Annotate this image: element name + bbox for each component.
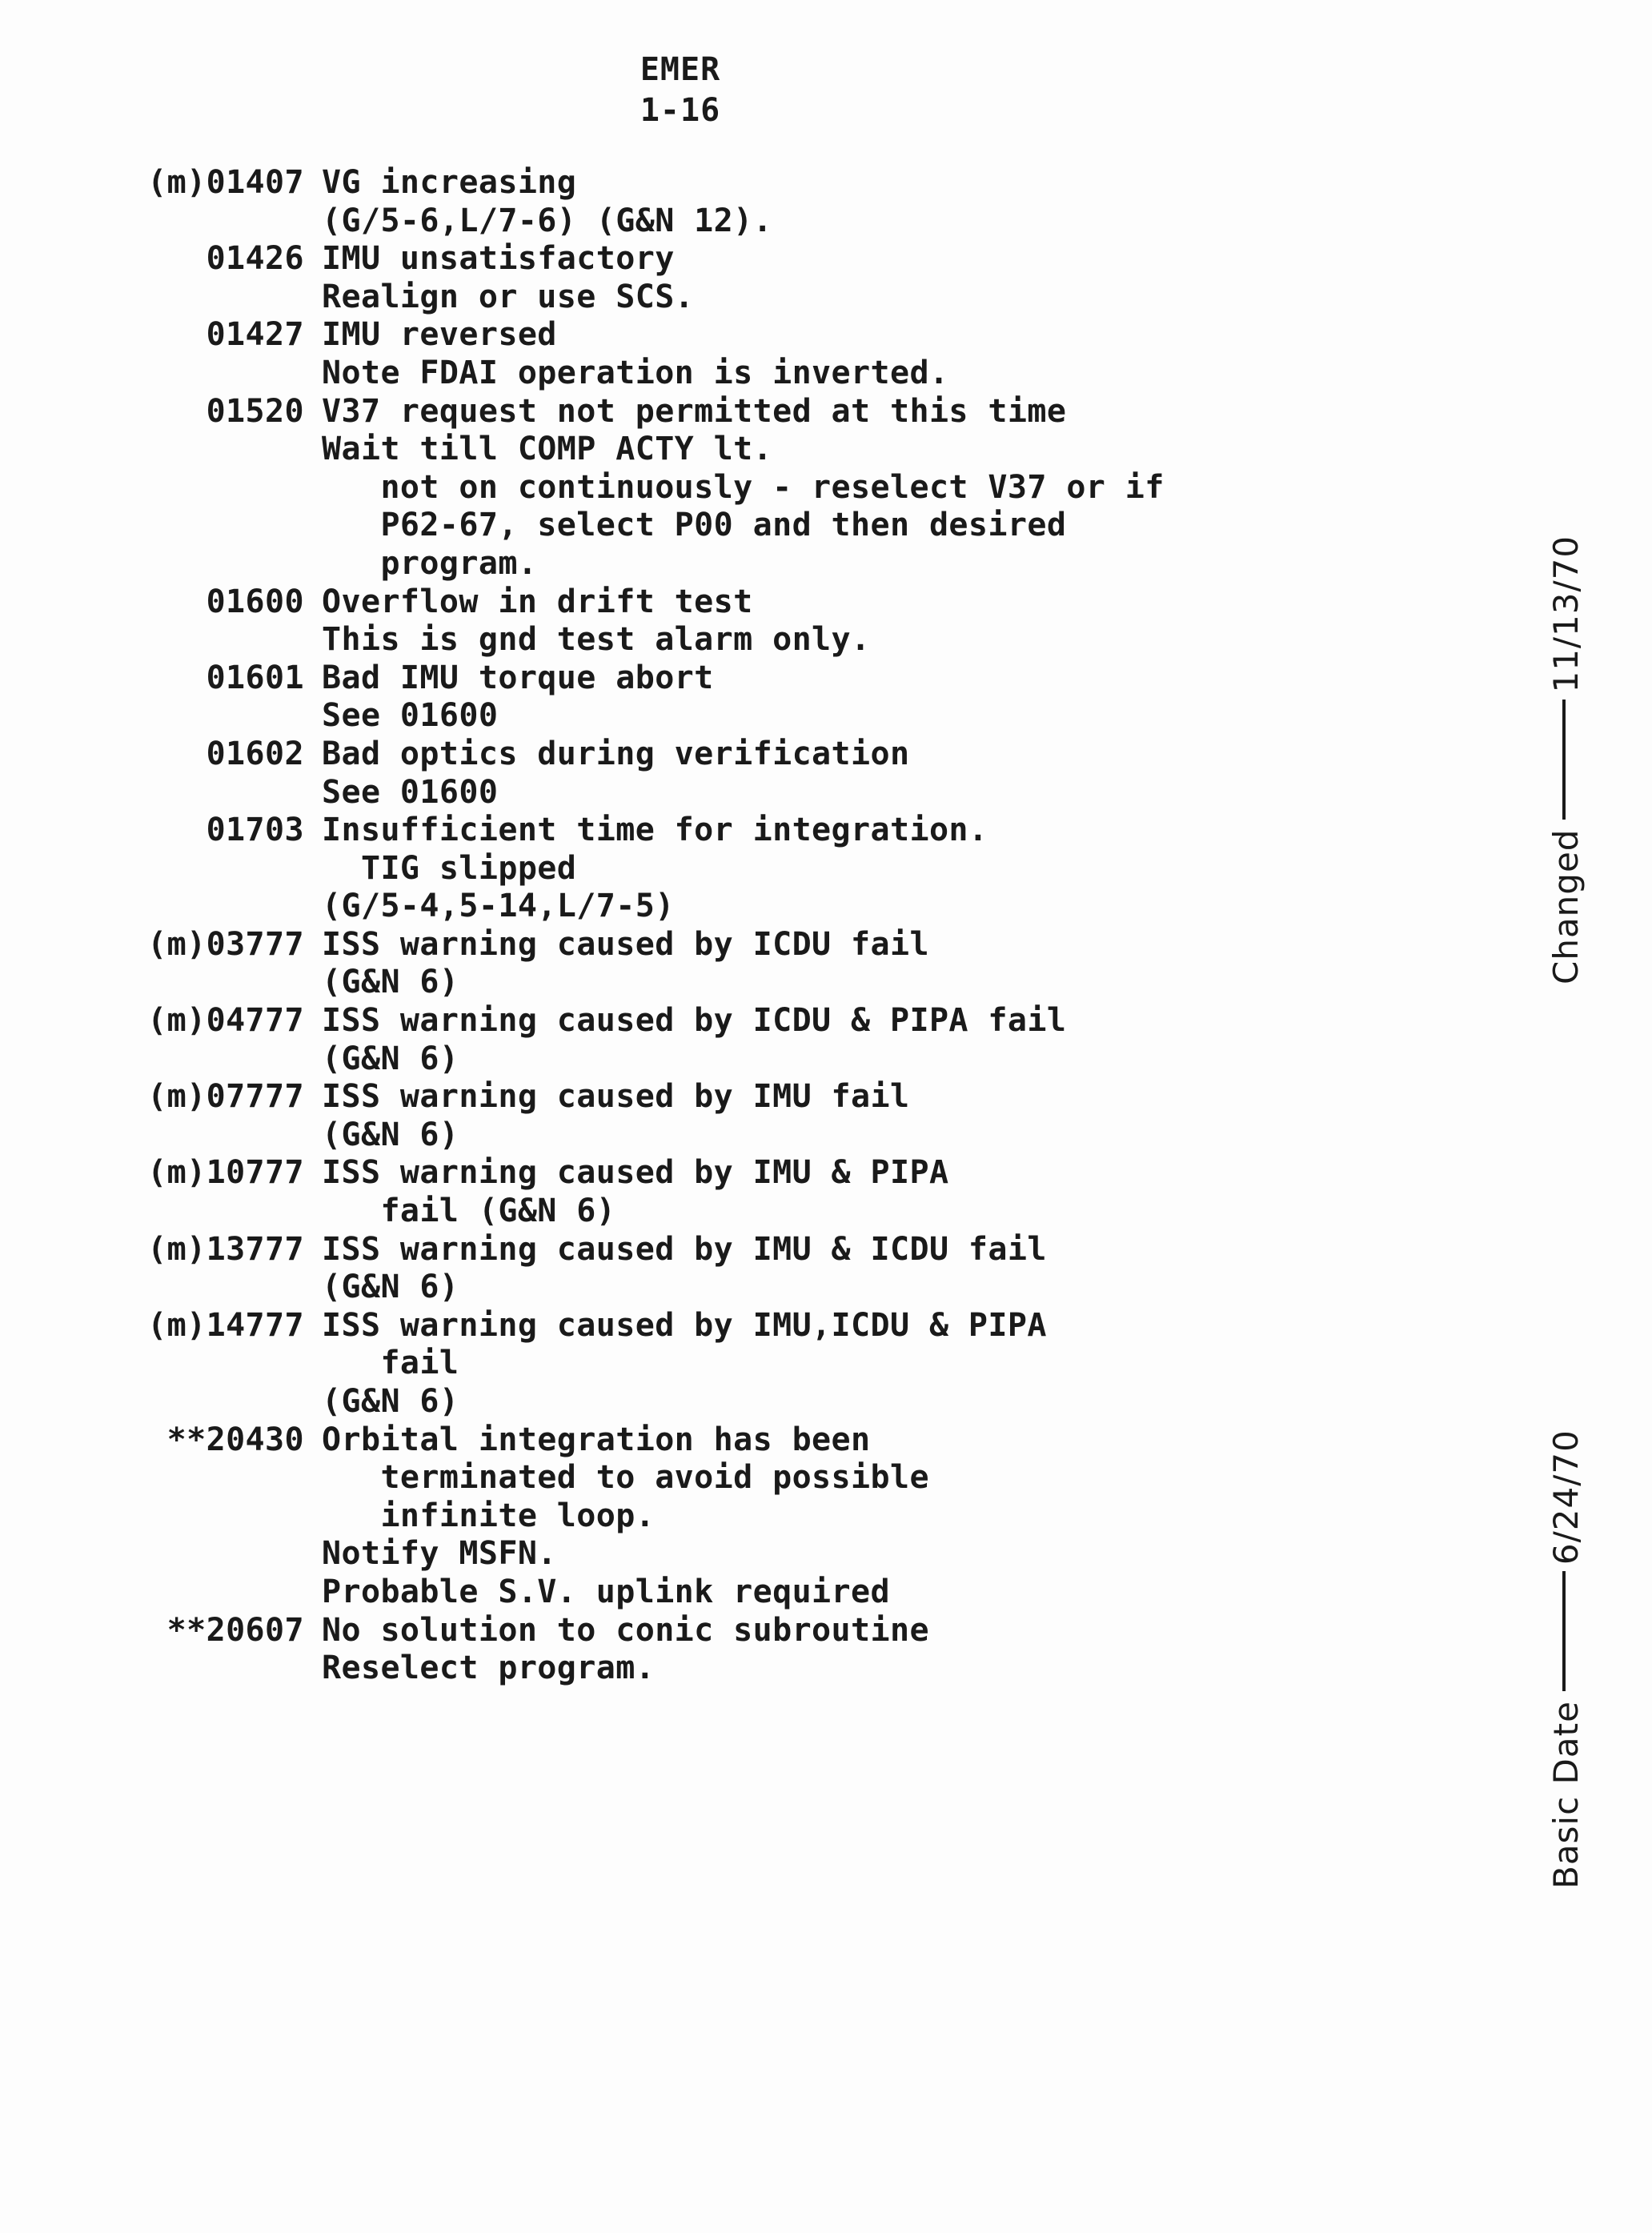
alarm-description-line: Wait till COMP ACTY lt. bbox=[322, 431, 773, 468]
alarm-entry-continuation-row bbox=[64, 431, 1377, 469]
alarm-description-line: (G&N 6) bbox=[322, 1116, 459, 1153]
alarm-description-line: This is gnd test alarm only. bbox=[322, 621, 871, 659]
page-header bbox=[0, 50, 1361, 131]
changed-label: Changed bbox=[1546, 828, 1586, 984]
alarm-description-line: Notify MSFN. bbox=[322, 1535, 557, 1573]
alarm-code: 01601 bbox=[206, 659, 304, 696]
alarm-description-line: IMU unsatisfactory bbox=[322, 240, 675, 278]
alarm-entry bbox=[64, 1421, 1377, 1612]
alarm-description-line: Overflow in drift test bbox=[322, 583, 753, 620]
alarm-code-list bbox=[64, 164, 1377, 1688]
alarm-entry-continuation-row bbox=[64, 850, 1377, 888]
alarm-description-line: program. bbox=[322, 544, 538, 582]
alarm-code: (m)01407 bbox=[147, 164, 304, 201]
basic-date-block bbox=[1546, 1429, 1586, 1889]
alarm-entry-continuation-row bbox=[64, 355, 1377, 393]
alarm-code: **20607 bbox=[166, 1611, 304, 1649]
alarm-entry-continuation-row bbox=[64, 507, 1377, 545]
alarm-entry-first-row bbox=[64, 1231, 1377, 1269]
alarm-code: (m)10777 bbox=[147, 1154, 304, 1192]
alarm-entry-continuation-row bbox=[64, 1116, 1377, 1155]
alarm-description-line: (G&N 6) bbox=[322, 1383, 459, 1420]
alarm-description-line: TIG slipped bbox=[322, 849, 577, 887]
alarm-code: 01427 bbox=[206, 316, 304, 354]
alarm-description-line: (G&N 6) bbox=[322, 964, 459, 1001]
alarm-entry bbox=[64, 316, 1377, 392]
alarm-entry-first-row bbox=[64, 1421, 1377, 1460]
basic-date-label: Basic Date bbox=[1546, 1701, 1586, 1889]
alarm-entry bbox=[64, 1307, 1377, 1421]
alarm-entry-continuation-row bbox=[64, 1040, 1377, 1079]
alarm-entry-first-row bbox=[64, 1612, 1377, 1650]
alarm-description-line: (G/5-6,L/7-6) (G&N 12). bbox=[322, 202, 773, 239]
alarm-code: (m)13777 bbox=[147, 1230, 304, 1268]
alarm-entry-continuation-row bbox=[64, 1459, 1377, 1497]
alarm-description-line: infinite loop. bbox=[322, 1497, 656, 1534]
alarm-description-line: (G&N 6) bbox=[322, 1269, 459, 1306]
alarm-description-line: P62-67, select P00 and then desired bbox=[322, 507, 1067, 544]
alarm-description-line: (G&N 6) bbox=[322, 1040, 459, 1077]
alarm-entry-continuation-row bbox=[64, 1574, 1377, 1612]
alarm-entry-continuation-row bbox=[64, 774, 1377, 812]
alarm-description-line: ISS warning caused by IMU fail bbox=[322, 1078, 910, 1116]
alarm-description-line: Bad IMU torque abort bbox=[322, 659, 714, 696]
alarm-entry-first-row bbox=[64, 736, 1377, 774]
alarm-entry bbox=[64, 1002, 1377, 1078]
alarm-description-line: ISS warning caused by IMU & ICDU fail bbox=[322, 1230, 1047, 1268]
alarm-description-line: Insufficient time for integration. bbox=[322, 812, 988, 849]
alarm-description-line: No solution to conic subroutine bbox=[322, 1611, 929, 1649]
changed-rule bbox=[1562, 700, 1566, 820]
alarm-code: 01520 bbox=[206, 392, 304, 430]
alarm-description-line: See 01600 bbox=[322, 697, 499, 735]
alarm-entry-continuation-row bbox=[64, 202, 1377, 241]
alarm-entry-continuation-row bbox=[64, 1269, 1377, 1307]
alarm-entry bbox=[64, 659, 1377, 736]
alarm-entry bbox=[64, 393, 1377, 583]
alarm-code: 01426 bbox=[206, 240, 304, 278]
alarm-description-line: VG increasing bbox=[322, 164, 577, 201]
alarm-entry-continuation-row bbox=[64, 621, 1377, 659]
alarm-entry-first-row bbox=[64, 812, 1377, 850]
alarm-entry bbox=[64, 240, 1377, 316]
alarm-entry-first-row bbox=[64, 1002, 1377, 1040]
alarm-entry bbox=[64, 164, 1377, 240]
alarm-entry-continuation-row bbox=[64, 469, 1377, 507]
alarm-code: (m)14777 bbox=[147, 1306, 304, 1344]
alarm-entry-continuation-row bbox=[64, 1650, 1377, 1688]
changed-date: 11/13/70 bbox=[1546, 535, 1586, 693]
document-title: EMER bbox=[640, 51, 721, 88]
alarm-entry bbox=[64, 736, 1377, 812]
alarm-code: (m)03777 bbox=[147, 925, 304, 963]
alarm-code: (m)04777 bbox=[147, 1002, 304, 1040]
alarm-code: 01600 bbox=[206, 583, 304, 620]
alarm-description-line: ISS warning caused by ICDU fail bbox=[322, 925, 929, 963]
alarm-description-line: fail bbox=[322, 1345, 459, 1382]
alarm-entry-first-row bbox=[64, 316, 1377, 355]
alarm-description-line: terminated to avoid possible bbox=[322, 1459, 929, 1497]
alarm-entry-first-row bbox=[64, 1078, 1377, 1116]
page-number: 1-16 bbox=[640, 92, 721, 130]
alarm-description-line: V37 request not permitted at this time bbox=[322, 392, 1067, 430]
alarm-entry bbox=[64, 1612, 1377, 1688]
alarm-entry-continuation-row bbox=[64, 888, 1377, 926]
alarm-entry bbox=[64, 1078, 1377, 1154]
alarm-entry-first-row bbox=[64, 926, 1377, 964]
alarm-code: 01602 bbox=[206, 735, 304, 772]
alarm-entry-continuation-row bbox=[64, 279, 1377, 317]
alarm-entry-continuation-row bbox=[64, 1535, 1377, 1574]
basic-rule bbox=[1562, 1571, 1566, 1691]
alarm-code: **20430 bbox=[166, 1421, 304, 1458]
alarm-entry bbox=[64, 583, 1377, 659]
alarm-entry-first-row bbox=[64, 659, 1377, 698]
alarm-description-line: Note FDAI operation is inverted. bbox=[322, 354, 949, 391]
alarm-description-line: ISS warning caused by ICDU & PIPA fail bbox=[322, 1002, 1067, 1040]
alarm-entry-first-row bbox=[64, 1154, 1377, 1193]
alarm-entry-first-row bbox=[64, 240, 1377, 279]
alarm-entry-continuation-row bbox=[64, 697, 1377, 736]
alarm-entry-first-row bbox=[64, 164, 1377, 202]
alarm-entry-first-row bbox=[64, 1307, 1377, 1345]
alarm-entry-continuation-row bbox=[64, 545, 1377, 583]
alarm-description-line: See 01600 bbox=[322, 773, 499, 811]
changed-date-block bbox=[1546, 535, 1586, 984]
alarm-entry bbox=[64, 812, 1377, 926]
alarm-entry-continuation-row bbox=[64, 1497, 1377, 1536]
alarm-description-line: Probable S.V. uplink required bbox=[322, 1573, 890, 1610]
alarm-entry-first-row bbox=[64, 393, 1377, 431]
alarm-description-line: ISS warning caused by IMU,ICDU & PIPA bbox=[322, 1306, 1047, 1344]
alarm-entry-continuation-row bbox=[64, 1383, 1377, 1421]
alarm-entry-continuation-row bbox=[64, 1193, 1377, 1231]
alarm-description-line: IMU reversed bbox=[322, 316, 557, 354]
alarm-code: (m)07777 bbox=[147, 1078, 304, 1116]
alarm-code: 01703 bbox=[206, 812, 304, 849]
alarm-description-line: Realign or use SCS. bbox=[322, 278, 695, 315]
alarm-entry-continuation-row bbox=[64, 964, 1377, 1002]
alarm-entry bbox=[64, 926, 1377, 1002]
alarm-description-line: Bad optics during verification bbox=[322, 735, 910, 772]
alarm-entry bbox=[64, 1231, 1377, 1307]
alarm-entry-continuation-row bbox=[64, 1345, 1377, 1383]
alarm-description-line: (G/5-4,5-14,L/7-5) bbox=[322, 888, 675, 925]
alarm-description-line: fail (G&N 6) bbox=[322, 1193, 616, 1230]
alarm-description-line: ISS warning caused by IMU & PIPA bbox=[322, 1154, 949, 1192]
alarm-description-line: Orbital integration has been bbox=[322, 1421, 871, 1458]
alarm-description-line: Reselect program. bbox=[322, 1650, 656, 1687]
revision-sidebar bbox=[1466, 0, 1618, 2233]
alarm-entry bbox=[64, 1154, 1377, 1230]
basic-date-value: 6/24/70 bbox=[1546, 1429, 1586, 1566]
alarm-description-line: not on continuously - reselect V37 or if bbox=[322, 468, 1165, 506]
alarm-entry-first-row bbox=[64, 583, 1377, 622]
